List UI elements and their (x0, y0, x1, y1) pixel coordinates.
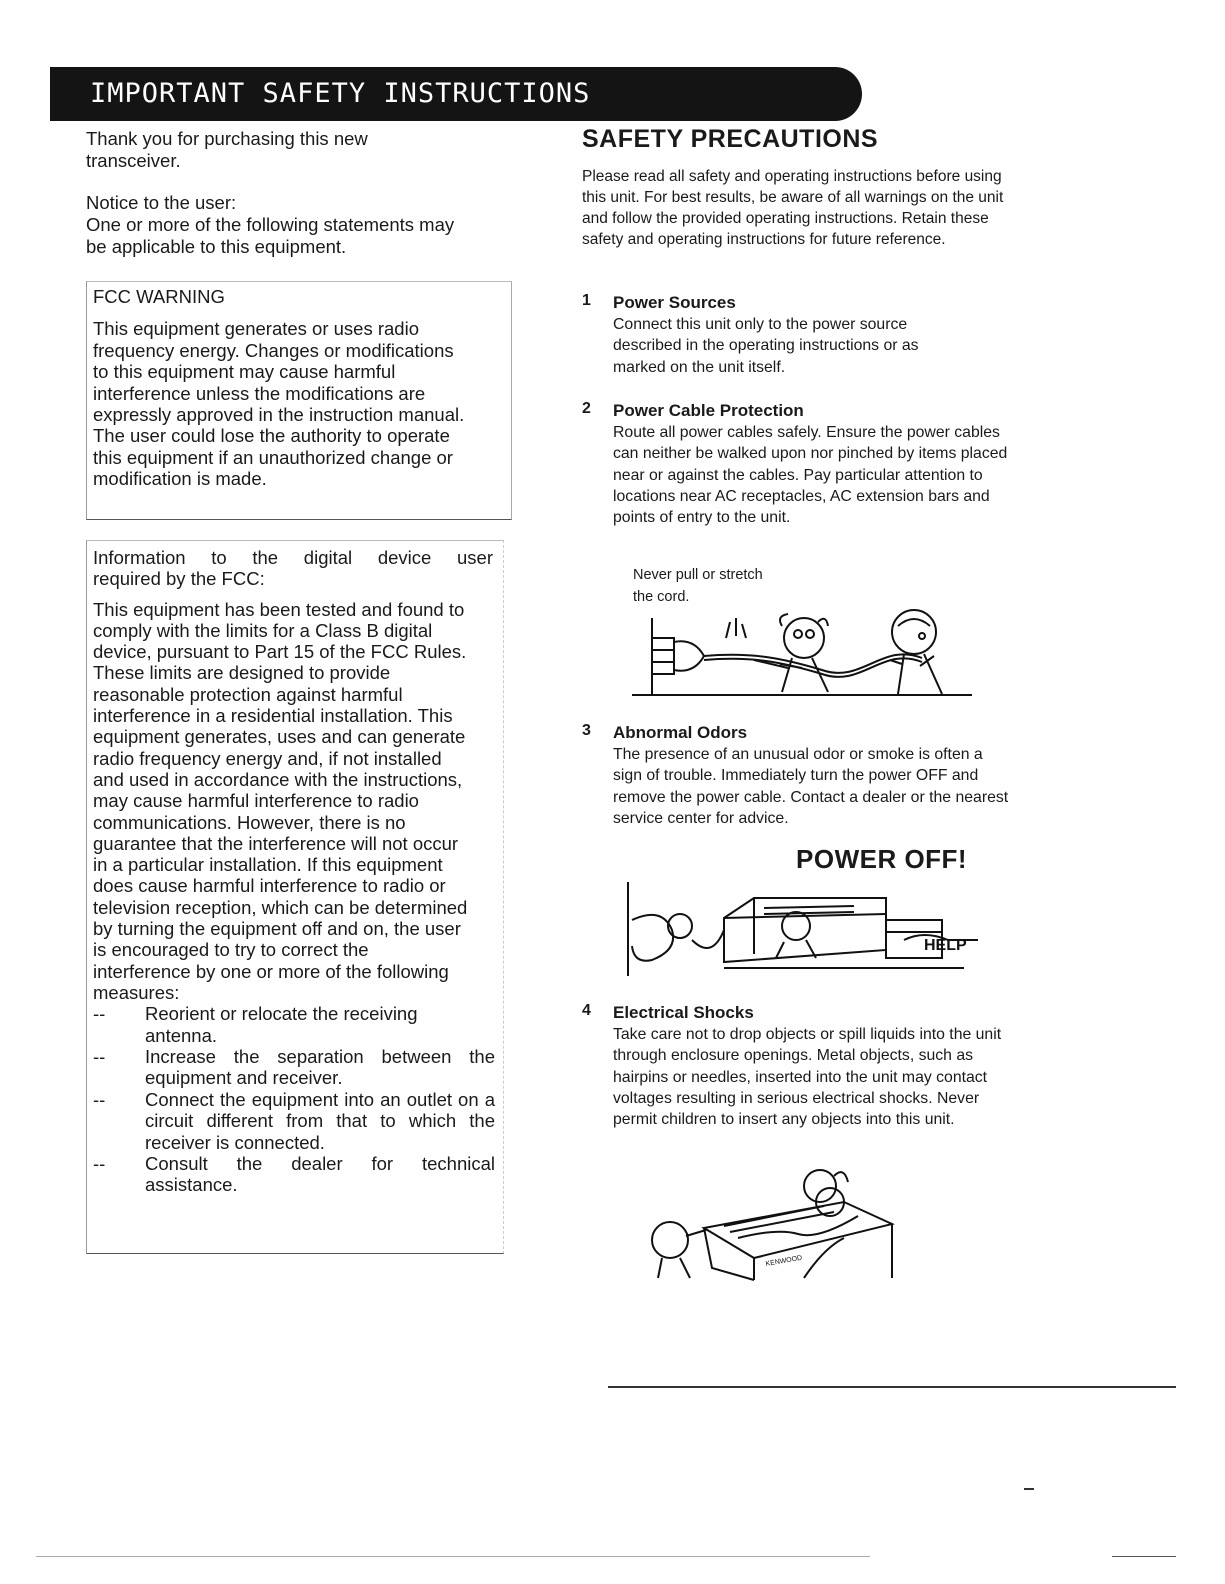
precaution-item-1 (582, 292, 1022, 378)
electrical-shock-illustration (644, 1168, 900, 1284)
measure-item (93, 1089, 495, 1153)
measure-text: Increase the separation between the equipment and receiver. (145, 1046, 495, 1089)
digital-info-title-line2: required by the FCC: (93, 568, 265, 590)
precaution-title: Abnormal Odors (613, 723, 748, 742)
precaution-item-3 (582, 722, 1022, 829)
measure-dash: -- (93, 1088, 106, 1110)
power-off-heading: POWER OFF! (796, 844, 968, 874)
measure-dash: -- (93, 1153, 106, 1175)
section-banner: IMPORTANT SAFETY INSTRUCTIONS (50, 67, 862, 121)
precaution-title: Power Cable Protection (613, 401, 804, 420)
measure-text: Reorient or relocate the receiving antenna. (145, 1003, 418, 1046)
notice-block (86, 192, 456, 258)
measure-text: Connect the equipment into an outlet on a circuit different from that to which the receiver is connected. (145, 1088, 495, 1153)
precaution-body: Route all power cables safely. Ensure the power cables can neither be walked upon nor pinched by items placed near or against the cables. Pay particular attention to locations near AC receptacles, AC extension bars and points of entry to the unit. (613, 424, 1008, 527)
bottom-scan-line-right (1112, 1556, 1176, 1557)
precaution-body: Take care not to drop objects or spill liquids into the unit through enclosure openings. Metal objects, such as hairpins or needles, inserted into the unit may contact voltages resulting in serious electrical shocks. Never permit children to insert any objects into this unit. (613, 1026, 1002, 1129)
precaution-title: Power Sources (613, 293, 736, 312)
precaution-title: Electrical Shocks (613, 1003, 754, 1022)
digital-info-body: This equipment has been tested and found to comply with the limits for a Class B digital device, pursuant to Part 15 of the FCC Rules. These limits are designed to provide reasonable protection against harmful interference in a residential installation. This equipment generates, uses and can generate radio frequency energy and, if not installed and used in accordance with the instructions, may cause harmful interference to radio communications. However, there is no guarantee that the interference will not occur in a particular installation. If this equipment does cause harmful interference to radio or television reception, which can be determined by turning the equipment off and on, the user is encouraged to try to correct the interference by one or more of the following measures: (93, 598, 468, 1003)
measure-item (93, 1046, 495, 1089)
pull-cord-illustration (632, 608, 974, 700)
thanks-text: Thank you for purchasing this new transceiver. (86, 128, 368, 171)
footer-mark (1024, 1488, 1034, 1490)
help-sign-text: HELP (924, 937, 967, 954)
measure-text: Consult the dealer for technical assistance. (145, 1153, 495, 1196)
fcc-warning-body: This equipment generates or uses radio frequency energy. Changes or modifications to this equipment may cause harmful interference unless the modifications are expressly approved in the instruction manual. The user could lose the authority to operate this equipment if an unauthorized change or modification is made. (93, 318, 465, 490)
measure-item (93, 1153, 495, 1196)
power-off-illustration (624, 880, 980, 980)
fcc-warning-title: FCC WARNING (93, 286, 225, 307)
fcc-warning-box (86, 281, 512, 520)
safety-precautions-section (582, 124, 1027, 250)
footer-rule (608, 1386, 1176, 1388)
notice-text: One or more of the following statements may be applicable to this equipment. (86, 214, 455, 257)
measure-dash: -- (93, 1003, 106, 1025)
precaution-body: Connect this unit only to the power source described in the operating instructions or as marked on the unit itself. (613, 316, 919, 376)
brand-label-text: KENWOOD (765, 1254, 803, 1268)
cord-caption-line1: Never pull or stretch (633, 567, 763, 583)
digital-info-title (93, 547, 497, 590)
precaution-item-4 (582, 1002, 1022, 1130)
precaution-number: 1 (582, 292, 591, 309)
cord-caption (633, 564, 833, 608)
precaution-number: 4 (582, 1002, 591, 1019)
precaution-number: 2 (582, 400, 591, 417)
measure-item (93, 1003, 495, 1046)
digital-info-title-line1: Information to the digital device user (93, 547, 493, 568)
notice-label: Notice to the user: (86, 192, 237, 213)
cord-caption-line2: the cord. (633, 589, 690, 605)
safety-intro: Please read all safety and operating instructions before using this unit. For best results, be aware of all warnings on the unit and follow the provided operating instructions. Retain these safety and operating instructions for future reference. (582, 168, 1004, 248)
bottom-scan-line (36, 1556, 870, 1557)
precaution-body: The presence of an unusual odor or smoke is often a sign of trouble. Immediately turn the power OFF and remove the power cable. Contact a dealer or the nearest service center for advice. (613, 746, 1009, 827)
safety-precautions-title: SAFETY PRECAUTIONS (582, 125, 879, 153)
measure-dash: -- (93, 1046, 106, 1068)
precaution-item-2 (582, 400, 1022, 528)
measures-list (93, 1003, 495, 1196)
digital-device-info-box (86, 540, 504, 1254)
left-column (86, 128, 506, 258)
precaution-number: 3 (582, 722, 591, 739)
